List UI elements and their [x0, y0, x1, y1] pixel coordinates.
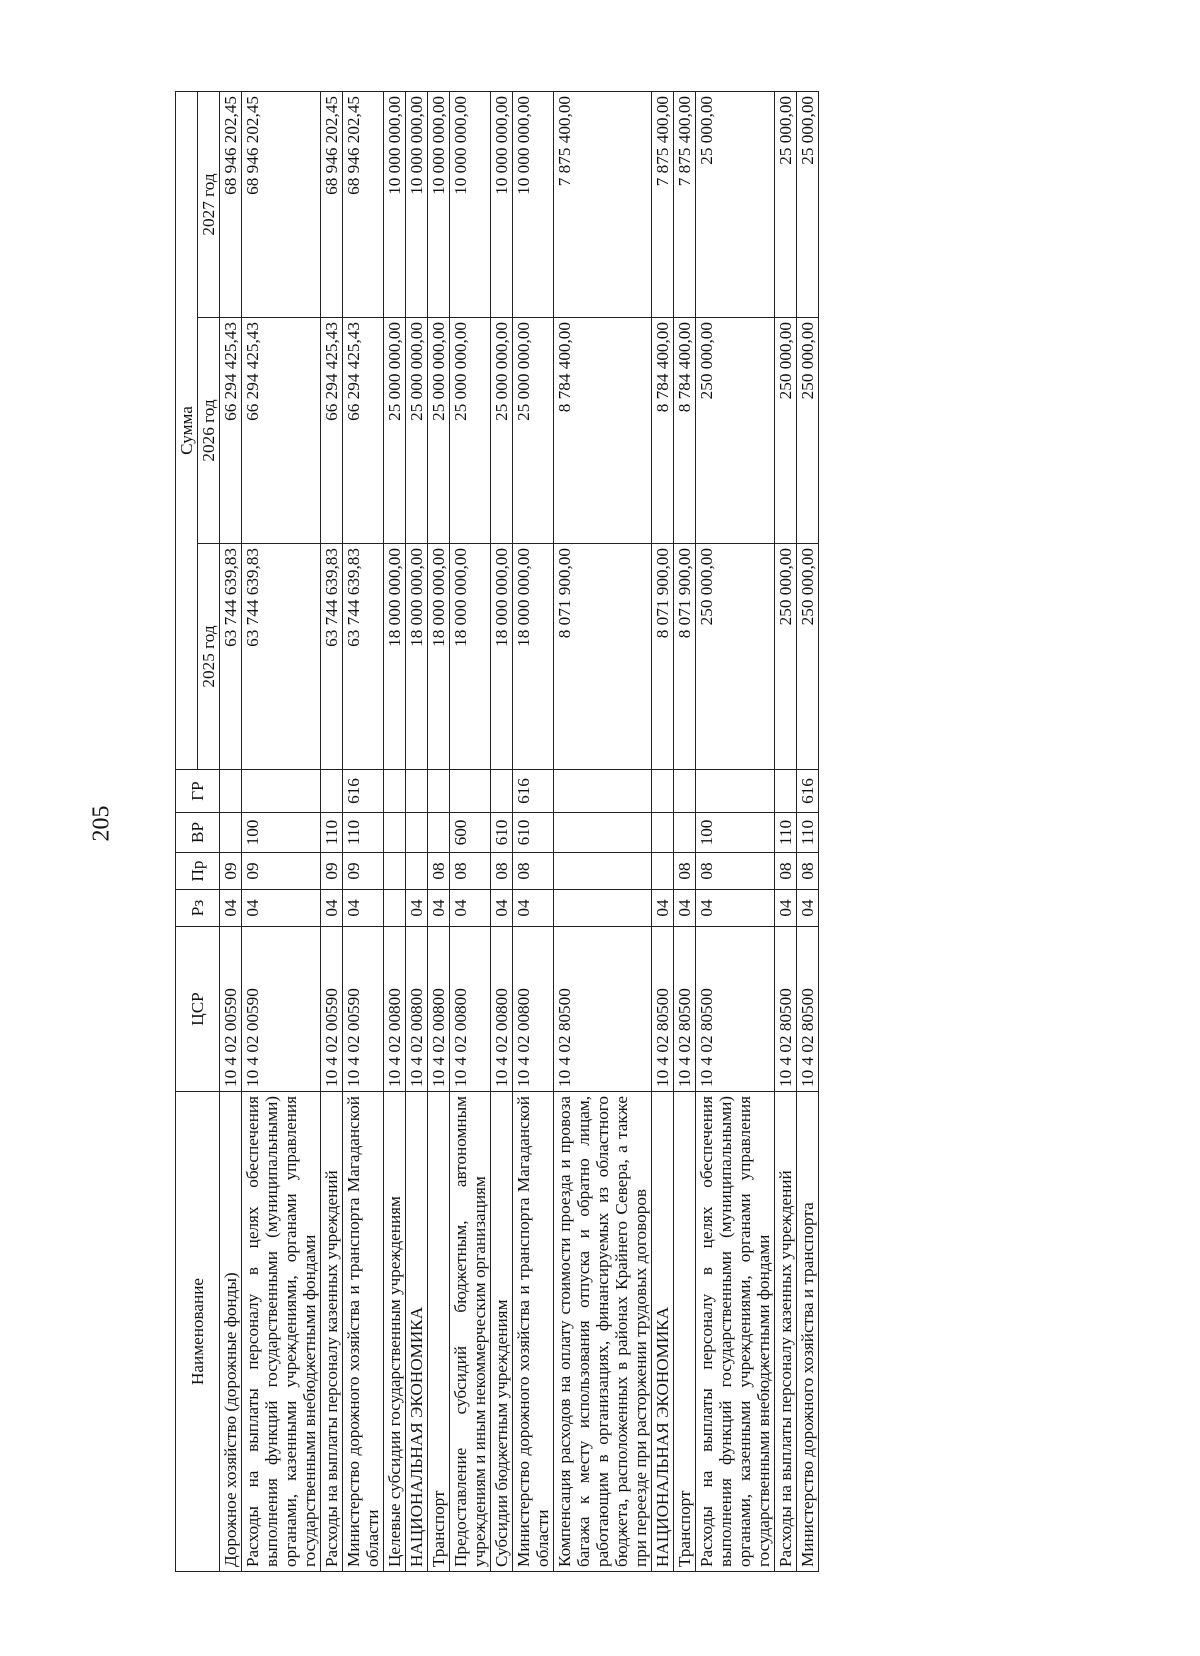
cell-pr: 08	[513, 853, 554, 890]
cell-rz: 04	[242, 890, 321, 927]
cell-pr: 09	[242, 853, 321, 890]
cell-rz: 04	[321, 890, 343, 927]
header-2027: 2027 год	[198, 91, 220, 317]
cell-y2025: 8 071 900,00	[554, 544, 652, 770]
header-csr: ЦСР	[176, 927, 220, 1092]
cell-vr: 110	[775, 813, 797, 853]
cell-y2025: 18 000 000,00	[428, 544, 450, 770]
cell-vr: 610	[491, 813, 513, 853]
table-row	[384, 91, 406, 1571]
cell-gr	[491, 770, 513, 813]
table-row	[343, 91, 384, 1571]
cell-gr	[321, 770, 343, 813]
cell-gr: 616	[513, 770, 554, 813]
header-sum: Сумма	[176, 91, 198, 769]
cell-y2027: 10 000 000,00	[491, 91, 513, 317]
cell-y2026: 66 294 425,43	[242, 318, 321, 544]
cell-rz: 04	[220, 890, 242, 927]
cell-y2025: 18 000 000,00	[513, 544, 554, 770]
cell-csr: 10 4 02 00590	[220, 927, 242, 1092]
cell-y2026: 66 294 425,43	[343, 318, 384, 544]
cell-y2026: 66 294 425,43	[220, 318, 242, 544]
cell-name: Целевые субсидии государственным учреждениям	[384, 1092, 406, 1572]
table-row	[554, 91, 652, 1571]
table-body	[220, 91, 819, 1571]
cell-gr: 616	[343, 770, 384, 813]
table-row	[491, 91, 513, 1571]
cell-rz: 04	[406, 890, 428, 927]
cell-csr: 10 4 02 00800	[450, 927, 491, 1092]
cell-vr: 110	[797, 813, 819, 853]
cell-name: Министерство дорожного хозяйства и транспорта Магаданской области	[513, 1092, 554, 1572]
cell-y2026: 250 000,00	[797, 318, 819, 544]
cell-name: Субсидии бюджетным учреждениям	[491, 1092, 513, 1572]
table-row	[513, 91, 554, 1571]
cell-rz: 04	[513, 890, 554, 927]
cell-pr	[406, 853, 428, 890]
cell-vr: 600	[450, 813, 491, 853]
budget-table	[175, 91, 819, 1572]
cell-pr: 08	[696, 853, 775, 890]
cell-y2027: 10 000 000,00	[513, 91, 554, 317]
cell-pr: 08	[797, 853, 819, 890]
cell-csr: 10 4 02 00590	[242, 927, 321, 1092]
cell-pr: 08	[491, 853, 513, 890]
cell-rz	[554, 890, 652, 927]
cell-y2026: 250 000,00	[696, 318, 775, 544]
cell-name: Компенсация расходов на оплату стоимости проезда и провоза багажа к месту использования отпуска и обратно лицам, работающим в организациях, финансируемых из областного бюджета, расположенных в районах Крайнего Севера, а также при переезде при расторжении трудовых договоров	[554, 1092, 652, 1572]
cell-gr	[428, 770, 450, 813]
cell-name: Транспорт	[428, 1092, 450, 1572]
cell-csr: 10 4 02 80500	[554, 927, 652, 1092]
table-row	[674, 91, 696, 1571]
cell-pr: 08	[674, 853, 696, 890]
cell-pr	[554, 853, 652, 890]
cell-vr	[652, 813, 674, 853]
cell-y2026: 25 000 000,00	[384, 318, 406, 544]
cell-y2025: 63 744 639,83	[343, 544, 384, 770]
cell-vr	[674, 813, 696, 853]
table-row	[652, 91, 674, 1571]
header-vr: ВР	[176, 813, 220, 853]
table-row	[450, 91, 491, 1571]
cell-csr: 10 4 02 00590	[321, 927, 343, 1092]
cell-rz: 04	[797, 890, 819, 927]
cell-rz: 04	[343, 890, 384, 927]
cell-csr: 10 4 02 80500	[652, 927, 674, 1092]
cell-csr: 10 4 02 00800	[428, 927, 450, 1092]
cell-vr	[384, 813, 406, 853]
cell-y2027: 25 000,00	[797, 91, 819, 317]
cell-gr: 616	[797, 770, 819, 813]
cell-y2027: 25 000,00	[696, 91, 775, 317]
cell-csr: 10 4 02 00800	[384, 927, 406, 1092]
cell-y2027: 10 000 000,00	[428, 91, 450, 317]
cell-y2027: 68 946 202,45	[343, 91, 384, 317]
cell-rz	[384, 890, 406, 927]
rotated-page	[175, 92, 1065, 1572]
cell-csr: 10 4 02 00800	[491, 927, 513, 1092]
cell-y2026: 250 000,00	[775, 318, 797, 544]
cell-y2027: 10 000 000,00	[406, 91, 428, 317]
cell-csr: 10 4 02 80500	[797, 927, 819, 1092]
cell-y2026: 66 294 425,43	[321, 318, 343, 544]
cell-y2026: 8 784 400,00	[554, 318, 652, 544]
cell-rz: 04	[775, 890, 797, 927]
table-row	[696, 91, 775, 1571]
header-rz: Рз	[176, 890, 220, 927]
cell-y2026: 8 784 400,00	[674, 318, 696, 544]
cell-gr	[696, 770, 775, 813]
cell-gr	[652, 770, 674, 813]
cell-y2025: 18 000 000,00	[491, 544, 513, 770]
cell-name: НАЦИОНАЛЬНАЯ ЭКОНОМИКА	[406, 1092, 428, 1572]
cell-y2026: 25 000 000,00	[450, 318, 491, 544]
cell-y2027: 7 875 400,00	[674, 91, 696, 317]
cell-rz: 04	[450, 890, 491, 927]
cell-name: Расходы на выплаты персоналу казенных учреждений	[775, 1092, 797, 1572]
cell-pr: 08	[428, 853, 450, 890]
cell-csr: 10 4 02 80500	[696, 927, 775, 1092]
cell-gr	[775, 770, 797, 813]
cell-vr: 110	[321, 813, 343, 853]
cell-name: НАЦИОНАЛЬНАЯ ЭКОНОМИКА	[652, 1092, 674, 1572]
header-pr: Пр	[176, 853, 220, 890]
cell-y2027: 68 946 202,45	[321, 91, 343, 317]
cell-name: Расходы на выплаты персоналу в целях обеспечения выполнения функций государственными (муниципальными) органами, казенными учреждениями, органами управления государственными внебюджетными фондами	[242, 1092, 321, 1572]
cell-gr	[220, 770, 242, 813]
cell-y2027: 7 875 400,00	[554, 91, 652, 317]
cell-vr	[554, 813, 652, 853]
cell-name: Предоставление субсидий бюджетным, автономным учреждениям и иным некоммерческим организациям	[450, 1092, 491, 1572]
cell-y2025: 250 000,00	[797, 544, 819, 770]
header-2026: 2026 год	[198, 318, 220, 544]
cell-y2026: 25 000 000,00	[406, 318, 428, 544]
cell-gr	[450, 770, 491, 813]
cell-name: Министерство дорожного хозяйства и транспорта Магаданской области	[343, 1092, 384, 1572]
cell-name: Расходы на выплаты персоналу казенных учреждений	[321, 1092, 343, 1572]
cell-csr: 10 4 02 00800	[406, 927, 428, 1092]
cell-y2027: 7 875 400,00	[652, 91, 674, 317]
cell-y2027: 68 946 202,45	[220, 91, 242, 317]
table-row	[220, 91, 242, 1571]
table-row	[428, 91, 450, 1571]
cell-vr	[428, 813, 450, 853]
cell-csr: 10 4 02 80500	[674, 927, 696, 1092]
cell-name: Транспорт	[674, 1092, 696, 1572]
cell-csr: 10 4 02 00800	[513, 927, 554, 1092]
cell-pr: 08	[775, 853, 797, 890]
cell-y2026: 25 000 000,00	[491, 318, 513, 544]
page-number: 205	[88, 805, 115, 842]
cell-gr	[242, 770, 321, 813]
cell-rz: 04	[674, 890, 696, 927]
cell-y2025: 8 071 900,00	[674, 544, 696, 770]
cell-y2025: 250 000,00	[775, 544, 797, 770]
table-row	[797, 91, 819, 1571]
cell-y2025: 8 071 900,00	[652, 544, 674, 770]
cell-pr: 08	[450, 853, 491, 890]
header-row	[176, 91, 198, 1571]
cell-name: Дорожное хозяйство (дорожные фонды)	[220, 1092, 242, 1572]
cell-y2026: 8 784 400,00	[652, 318, 674, 544]
cell-rz: 04	[428, 890, 450, 927]
cell-gr	[406, 770, 428, 813]
cell-pr: 09	[343, 853, 384, 890]
cell-gr	[384, 770, 406, 813]
cell-y2025: 18 000 000,00	[450, 544, 491, 770]
cell-y2026: 25 000 000,00	[428, 318, 450, 544]
table-row	[242, 91, 321, 1571]
cell-rz: 04	[696, 890, 775, 927]
cell-rz: 04	[491, 890, 513, 927]
cell-y2025: 250 000,00	[696, 544, 775, 770]
cell-y2027: 10 000 000,00	[384, 91, 406, 317]
cell-vr: 100	[696, 813, 775, 853]
cell-y2026: 25 000 000,00	[513, 318, 554, 544]
cell-csr: 10 4 02 80500	[775, 927, 797, 1092]
cell-y2025: 63 744 639,83	[242, 544, 321, 770]
cell-name: Расходы на выплаты персоналу в целях обеспечения выполнения функций государственными (муниципальными) органами, казенными учреждениями, органами управления государственными внебюджетными фондами	[696, 1092, 775, 1572]
table-row	[775, 91, 797, 1571]
cell-pr: 09	[220, 853, 242, 890]
header-name: Наименование	[176, 1092, 220, 1572]
cell-gr	[554, 770, 652, 813]
cell-name: Министерство дорожного хозяйства и транспорта	[797, 1092, 819, 1572]
cell-pr	[652, 853, 674, 890]
cell-y2025: 63 744 639,83	[220, 544, 242, 770]
cell-vr: 110	[343, 813, 384, 853]
cell-pr	[384, 853, 406, 890]
cell-rz: 04	[652, 890, 674, 927]
cell-y2025: 18 000 000,00	[384, 544, 406, 770]
cell-vr	[406, 813, 428, 853]
cell-vr: 610	[513, 813, 554, 853]
header-2025: 2025 год	[198, 544, 220, 770]
cell-y2027: 68 946 202,45	[242, 91, 321, 317]
table-row	[321, 91, 343, 1571]
cell-csr: 10 4 02 00590	[343, 927, 384, 1092]
cell-y2025: 18 000 000,00	[406, 544, 428, 770]
cell-gr	[674, 770, 696, 813]
cell-y2027: 25 000,00	[775, 91, 797, 317]
cell-y2025: 63 744 639,83	[321, 544, 343, 770]
cell-y2027: 10 000 000,00	[450, 91, 491, 317]
cell-vr: 100	[242, 813, 321, 853]
cell-pr: 09	[321, 853, 343, 890]
header-gr: ГР	[176, 770, 220, 813]
cell-vr	[220, 813, 242, 853]
table-row	[406, 91, 428, 1571]
